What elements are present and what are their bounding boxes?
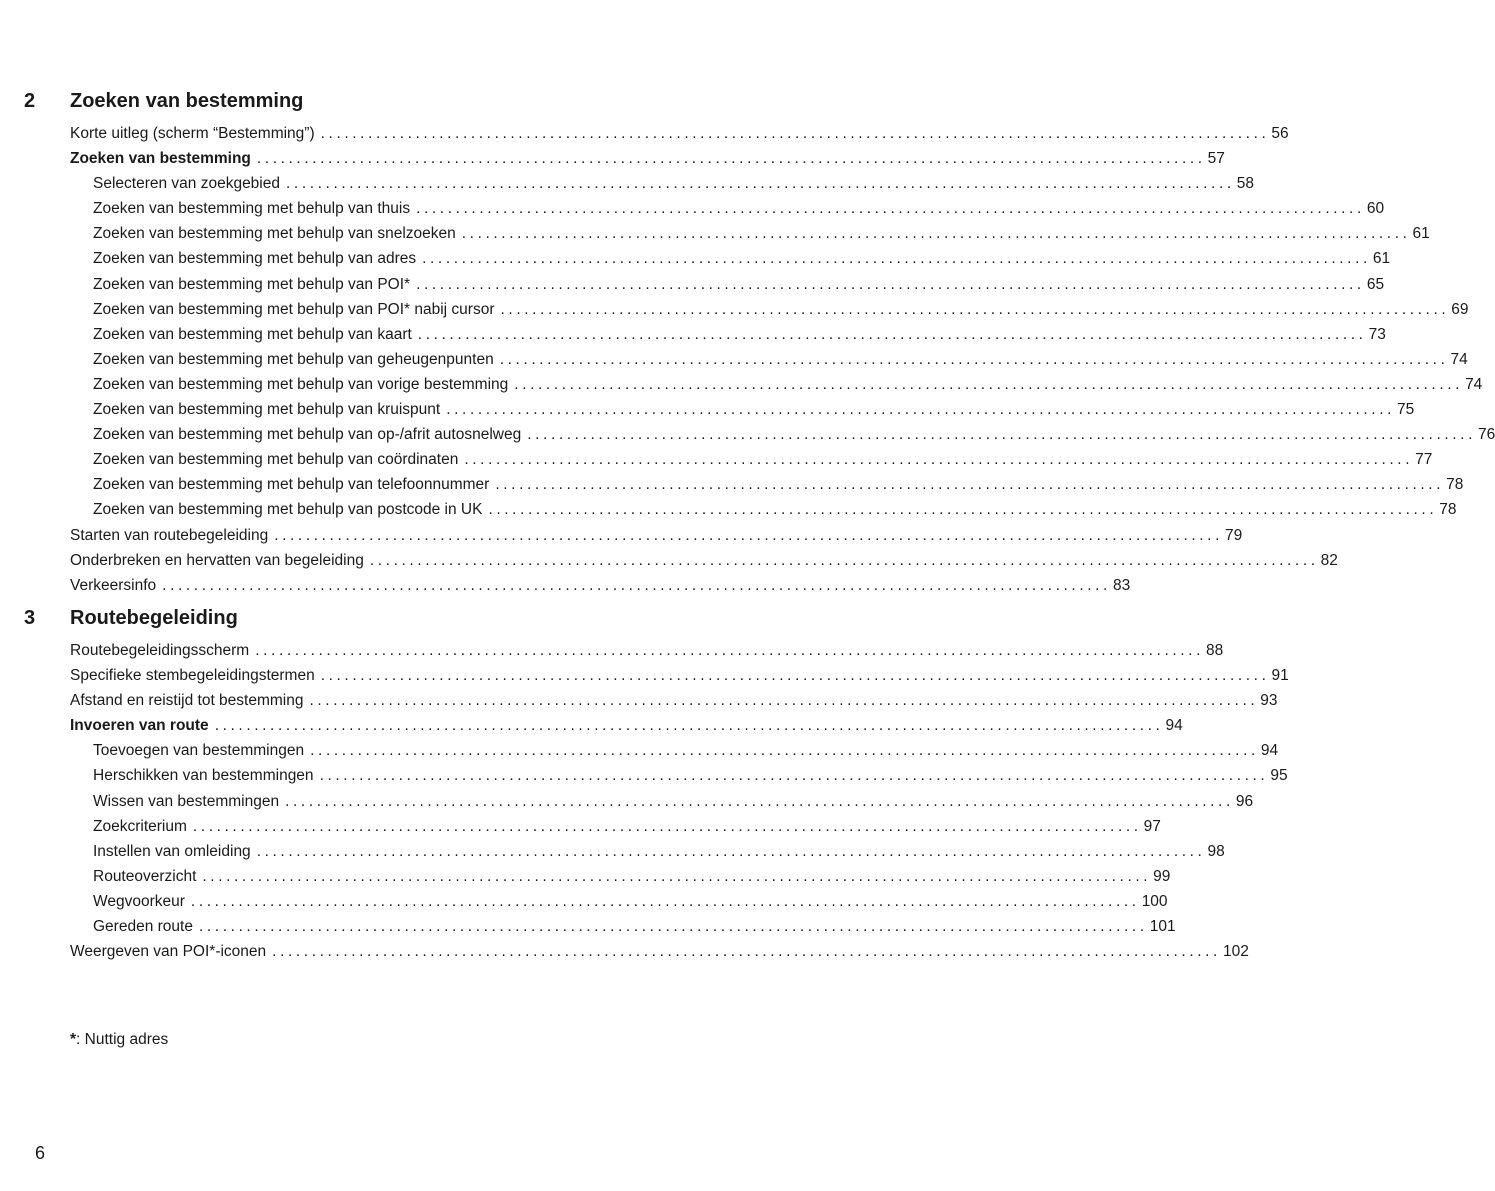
- toc-entry-page: 76: [1478, 426, 1495, 444]
- toc-entry-label: Wegvoorkeur: [93, 892, 185, 910]
- toc-entry[interactable]: [93, 914, 1176, 939]
- toc-entry[interactable]: [93, 864, 1171, 889]
- toc-entry-page: 57: [1207, 150, 1225, 168]
- toc-entry-label: Toevoegen van bestemmingen: [93, 742, 305, 760]
- toc-entry-label: Invoeren van route: [70, 717, 209, 735]
- dot-leader: ........................................................................................................................: [256, 150, 1206, 168]
- dot-leader: ........................................................................................................................: [416, 275, 1365, 293]
- dot-leader: ........................................................................................................................: [202, 867, 1152, 885]
- toc-entry-page: 95: [1270, 767, 1288, 785]
- toc-entry-label: Zoeken van bestemming: [70, 150, 251, 168]
- chapter-title: Zoeken van bestemming: [70, 90, 304, 112]
- dot-leader: ........................................................................................................................: [286, 175, 1235, 193]
- toc-entry-label: Zoeken van bestemming met behulp van vorige bestemming: [93, 375, 509, 393]
- toc-entry[interactable]: [93, 763, 1288, 788]
- toc-entry-label: Specifieke stembegeleidingstermen: [70, 667, 315, 685]
- footnote-marker: *: [70, 1031, 77, 1048]
- toc-entry-label: Zoeken van bestemming met behulp van telefoonnummer: [93, 476, 490, 494]
- toc-entry[interactable]: [70, 663, 1289, 688]
- toc-entry[interactable]: [93, 322, 1386, 347]
- toc-entry[interactable]: [93, 372, 1483, 397]
- toc-entry-page: 98: [1207, 842, 1225, 860]
- dot-leader: ........................................................................................................................: [500, 300, 1450, 318]
- toc-entry-label: Zoeken van bestemming met behulp van kaart: [93, 325, 412, 343]
- dot-leader: ........................................................................................................................: [369, 551, 1319, 569]
- toc-entry-page: 97: [1143, 817, 1161, 835]
- chapter-heading: [0, 605, 823, 635]
- chapter-heading: [0, 88, 823, 118]
- chapter-number: 2: [24, 90, 36, 112]
- toc-entry-label: Zoeken van bestemming met behulp van POI* nabij cursor: [93, 300, 495, 318]
- page-number: 6: [35, 1143, 46, 1163]
- toc-entry-page: 99: [1153, 867, 1171, 885]
- dot-leader: ........................................................................................................................: [422, 250, 1371, 268]
- toc-entry-page: 74: [1450, 350, 1468, 368]
- toc-entry-page: 88: [1206, 642, 1224, 659]
- toc-entry-label: Zoeken van bestemming met behulp van kruispunt: [93, 401, 441, 419]
- toc-entry-page: 74: [1465, 375, 1483, 393]
- toc-entry-label: Zoeken van bestemming met behulp van thuis: [93, 200, 411, 218]
- toc-entry-label: Zoekcriterium: [93, 817, 187, 835]
- dot-leader: ........................................................................................................................: [319, 767, 1269, 785]
- toc-entry[interactable]: [93, 738, 1279, 763]
- toc-entry-label: Zoeken van bestemming met behulp van op-/afrit autosnelweg: [93, 426, 522, 444]
- dot-leader: ........................................................................................................................: [514, 375, 1464, 393]
- dot-leader: ........................................................................................................................: [417, 325, 1367, 343]
- toc-entry-label: Instellen van omleiding: [93, 842, 251, 860]
- footnote-text: : Nuttig adres: [76, 1031, 169, 1048]
- dot-leader: ........................................................................................................................: [464, 451, 1414, 469]
- toc-entry-label: Verkeersinfo: [70, 576, 157, 594]
- toc-entry-page: 73: [1368, 325, 1386, 343]
- toc-entry[interactable]: [93, 246, 1391, 271]
- toc-entry[interactable]: [70, 688, 1278, 713]
- dot-leader: ........................................................................................................................: [256, 842, 1206, 860]
- toc-entry[interactable]: [70, 548, 1338, 573]
- toc-entry[interactable]: [93, 472, 1464, 497]
- toc-entry-page: 96: [1235, 792, 1254, 810]
- toc-entry-page: 101: [1149, 918, 1176, 936]
- toc-entry-page: 61: [1412, 225, 1430, 243]
- chapter-3-section: [0, 605, 1289, 964]
- dot-leader: ........................................................................................................................: [527, 426, 1476, 444]
- toc-entry-page: 83: [1112, 576, 1131, 594]
- footnote: [70, 1029, 168, 1051]
- dot-leader: ........................................................................................................................: [320, 667, 1270, 685]
- dot-leader: ........................................................................................................................: [461, 225, 1411, 243]
- dot-leader: ........................................................................................................................: [320, 125, 1270, 142]
- toc-entry-page: 75: [1397, 401, 1415, 419]
- toc-entry-label: Wissen van bestemmingen: [93, 792, 280, 810]
- toc-entry-page: 94: [1260, 742, 1279, 760]
- toc-entry[interactable]: [93, 272, 1385, 297]
- toc-entry[interactable]: [70, 939, 1249, 964]
- dot-leader: ........................................................................................................................: [499, 350, 1449, 368]
- toc-entry[interactable]: [70, 638, 1224, 663]
- toc-entry-label: Selecteren van zoekgebied: [93, 175, 280, 193]
- chapter-title: Routebegeleiding: [70, 607, 238, 629]
- dot-leader: ........................................................................................................................: [416, 200, 1365, 218]
- toc-entry-label: Zoeken van bestemming met behulp van postcode in UK: [93, 501, 483, 519]
- toc-entry-page: 69: [1451, 300, 1469, 318]
- dot-leader: ........................................................................................................................: [488, 501, 1438, 519]
- toc-entry-label: Gereden route: [93, 918, 193, 936]
- toc-entry-page: 78: [1439, 501, 1457, 519]
- toc-entry-page: 102: [1222, 943, 1249, 961]
- toc-entry-label: Starten van routebegeleiding: [70, 526, 269, 544]
- chapter-2-section: [0, 88, 1495, 598]
- toc-entry[interactable]: [93, 347, 1468, 372]
- dot-leader: ........................................................................................................................: [446, 401, 1396, 419]
- toc-entry-label: Weergeven van POI*-iconen: [70, 943, 267, 961]
- dot-leader: ........................................................................................................................: [190, 892, 1140, 910]
- toc-entry[interactable]: [93, 839, 1225, 864]
- dot-leader: ........................................................................................................................: [495, 476, 1445, 494]
- toc-entry[interactable]: [93, 497, 1457, 522]
- dot-leader: ........................................................................................................................: [285, 792, 1234, 810]
- toc-entry-page: 56: [1271, 125, 1289, 142]
- dot-leader: ........................................................................................................................: [310, 742, 1259, 760]
- toc-entry-list: [0, 121, 1495, 598]
- toc-entry[interactable]: [70, 121, 1289, 146]
- dot-leader: ........................................................................................................................: [255, 642, 1204, 659]
- toc-entry[interactable]: [93, 171, 1255, 196]
- dot-leader: ........................................................................................................................: [214, 717, 1164, 735]
- toc-entry[interactable]: [93, 221, 1430, 246]
- toc-entry[interactable]: [93, 889, 1168, 914]
- toc-entry-label: Zoeken van bestemming met behulp van adres: [93, 250, 417, 268]
- toc-entry-label: Zoeken van bestemming met behulp van coördinaten: [93, 451, 459, 469]
- toc-entry-label: Zoeken van bestemming met behulp van geheugenpunten: [93, 350, 494, 368]
- toc-entry-label: Korte uitleg (scherm “Bestemming”): [70, 125, 315, 142]
- toc-entry-page: 78: [1446, 476, 1464, 494]
- toc-entry-page: 79: [1224, 526, 1243, 544]
- dot-leader: ........................................................................................................................: [192, 817, 1142, 835]
- toc-entry-page: 82: [1320, 551, 1338, 569]
- toc-entry-page: 93: [1260, 692, 1278, 710]
- toc-entry[interactable]: [93, 447, 1433, 472]
- chapter-number: 3: [24, 607, 36, 629]
- toc-entry[interactable]: [70, 523, 1243, 548]
- toc-entry-page: 60: [1366, 200, 1385, 218]
- toc-entry-label: Zoeken van bestemming met behulp van POI*: [93, 275, 411, 293]
- dot-leader: ........................................................................................................................: [309, 692, 1259, 710]
- toc-entry-page: 65: [1366, 275, 1385, 293]
- toc-entry-list: [0, 638, 1289, 964]
- toc-entry-page: 94: [1165, 717, 1183, 735]
- toc-entry-label: Herschikken van bestemmingen: [93, 767, 314, 785]
- toc-entry-page: 58: [1236, 175, 1255, 193]
- toc-entry[interactable]: [93, 789, 1254, 814]
- toc-entry[interactable]: [93, 422, 1495, 447]
- toc-entry-page: 100: [1141, 892, 1168, 910]
- dot-leader: ........................................................................................................................: [162, 576, 1111, 594]
- toc-entry-label: Routebegeleidingsscherm: [70, 642, 250, 659]
- toc-entry-label: Onderbreken en hervatten van begeleiding: [70, 551, 364, 569]
- toc-entry-label: Afstand en reistijd tot bestemming: [70, 692, 304, 710]
- toc-entry[interactable]: [93, 397, 1415, 422]
- toc-entry[interactable]: [70, 573, 1131, 598]
- toc-entry-page: 91: [1271, 667, 1289, 685]
- dot-leader: ........................................................................................................................: [274, 526, 1223, 544]
- toc-entry-page: 77: [1415, 451, 1433, 469]
- toc-entry[interactable]: [93, 814, 1161, 839]
- toc-entry[interactable]: [70, 146, 1225, 171]
- toc-entry-page: 61: [1372, 250, 1391, 268]
- toc-entry-label: Routeoverzicht: [93, 867, 197, 885]
- dot-leader: ........................................................................................................................: [272, 943, 1221, 961]
- dot-leader: ........................................................................................................................: [198, 918, 1148, 936]
- toc-entry[interactable]: [93, 297, 1469, 322]
- toc-entry-label: Zoeken van bestemming met behulp van snelzoeken: [93, 225, 456, 243]
- toc-entry[interactable]: [70, 713, 1183, 738]
- toc-entry[interactable]: [93, 196, 1385, 221]
